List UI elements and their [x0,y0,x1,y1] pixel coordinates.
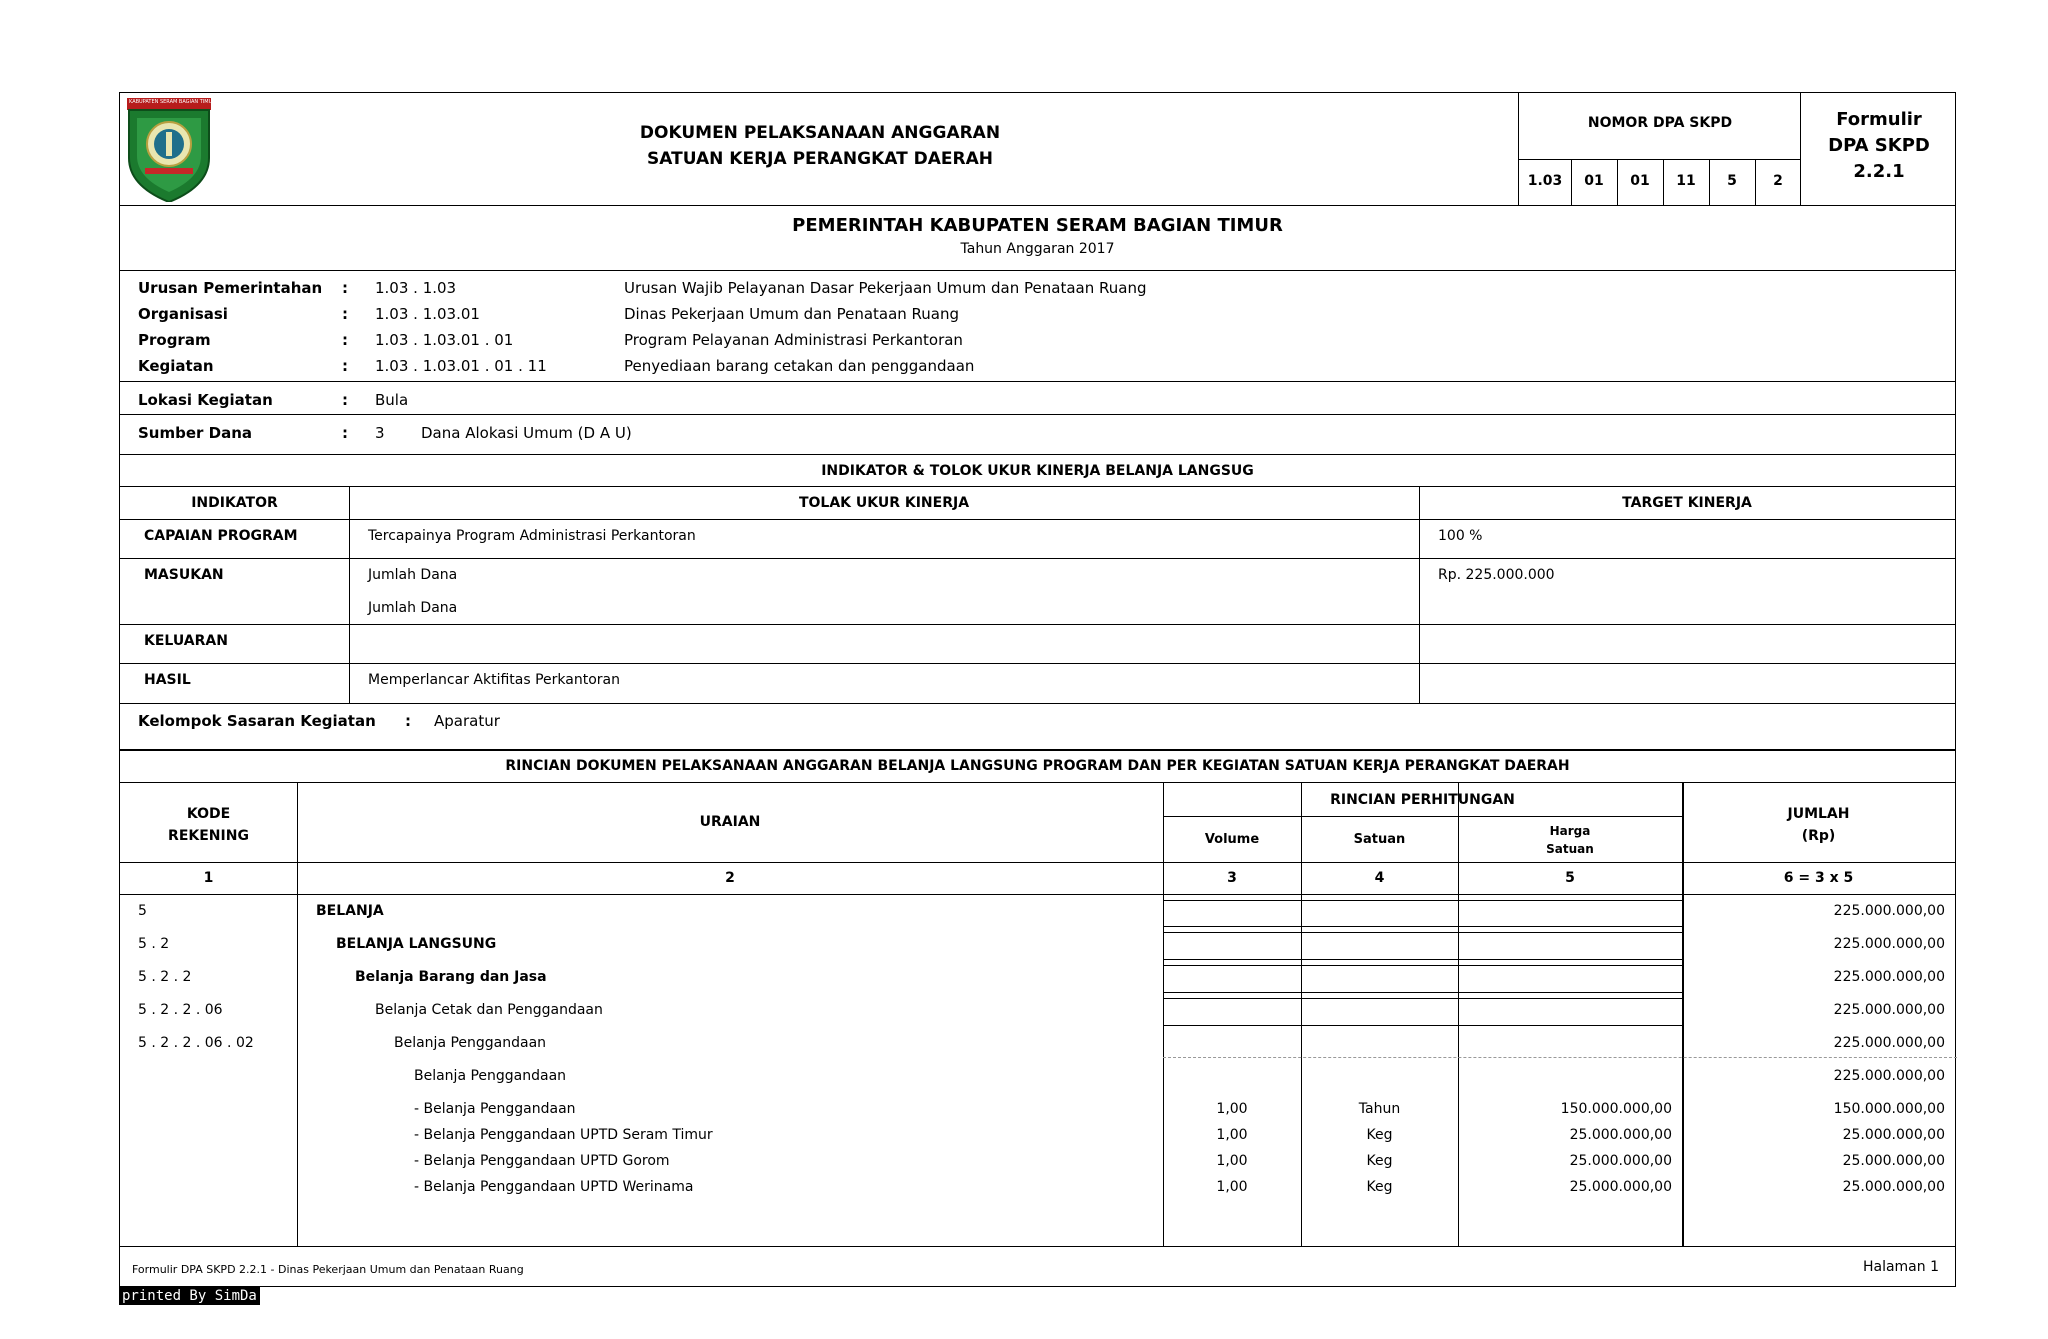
info-colon: : [342,331,348,349]
info-code: 1.03 . 1.03.01 . 01 [375,331,514,349]
sumber-code: 3 [375,424,385,442]
indikator-col-header: INDIKATOR [191,495,278,511]
nomor-code-5: 5 [1727,173,1737,189]
row-kode: 5 [138,903,147,919]
indikator-target: 100 % [1438,528,1483,544]
col-num-6: 6 = 3 x 5 [1783,870,1854,886]
indikator-tolak: Tercapainya Program Administrasi Perkantoran [368,528,696,544]
nomor-code-3: 01 [1630,173,1650,189]
row-uraian: Belanja Penggandaan [394,1035,547,1051]
kelompok-value: Aparatur [434,712,500,730]
row-harga: 25.000.000,00 [1569,1153,1672,1169]
row-kode: 5 . 2 . 2 . 06 . 02 [138,1035,254,1051]
satuan-header: Satuan [1353,832,1406,847]
row-uraian: Belanja Cetak dan Penggandaan [375,1002,603,1018]
row-volume: 1,00 [1216,1127,1248,1143]
target-col-header: TARGET KINERJA [1622,495,1752,511]
header-section [120,93,1955,205]
row-jumlah: 25.000.000,00 [1842,1179,1945,1195]
indikator-title: INDIKATOR & TOLOK UKUR KINERJA BELANJA LANGSUG [821,463,1254,479]
pemerintah-title: PEMERINTAH KABUPATEN SERAM BAGIAN TIMUR [792,215,1283,236]
tolak-col-header: TOLAK UKUR KINERJA [798,495,970,511]
info-code: 1.03 . 1.03.01 [375,305,480,323]
sumber-colon: : [342,424,348,442]
col-num-3: 3 [1227,870,1237,886]
indikator-name: KELUARAN [144,633,228,649]
row-volume: 1,00 [1216,1179,1248,1195]
info-colon: : [342,357,348,375]
row-kode: 5 . 2 . 2 . 06 [138,1002,223,1018]
row-jumlah: 225.000.000,00 [1833,1035,1945,1051]
info-colon: : [342,279,348,297]
printed-by-stamp: printed By SimDa [119,1287,260,1305]
formulir-line3: 2.2.1 [1853,161,1905,182]
formulir-line2: DPA SKPD [1828,135,1930,156]
col-num-5: 5 [1565,870,1575,886]
row-uraian: Belanja Barang dan Jasa [355,969,547,985]
row-uraian: - Belanja Penggandaan UPTD Gorom [414,1153,670,1169]
row-volume: 1,00 [1216,1101,1248,1117]
col-num-2: 2 [725,870,735,886]
info-code: 1.03 . 1.03 [375,279,457,297]
info-label: Kegiatan [138,357,214,375]
row-uraian: - Belanja Penggandaan UPTD Werinama [414,1179,694,1195]
sumber-label: Sumber Dana [138,424,253,442]
indikator-name: MASUKAN [144,567,224,583]
row-kode: 5 . 2 . 2 [138,969,192,985]
tahun-anggaran: Tahun Anggaran 2017 [960,241,1115,257]
indikator-name: CAPAIAN PROGRAM [144,528,298,544]
indikator-tolak-2: Jumlah Dana [368,600,458,616]
row-jumlah: 150.000.000,00 [1833,1101,1945,1117]
info-label: Organisasi [138,305,228,323]
kelompok-colon: : [405,712,411,730]
rincian-table [120,782,1955,1246]
kode-header-1: KODE [186,806,231,822]
nomor-code-1: 1.03 [1527,173,1563,189]
nomor-code-2: 01 [1584,173,1604,189]
row-uraian: - Belanja Penggandaan UPTD Seram Timur [414,1127,713,1143]
footer-left: Formulir DPA SKPD 2.2.1 - Dinas Pekerjaan Umum dan Penataan Ruang [132,1263,524,1276]
row-jumlah: 25.000.000,00 [1842,1127,1945,1143]
nomor-code-6: 2 [1773,173,1783,189]
doc-title-line2: SATUAN KERJA PERANGKAT DAERAH [647,149,993,169]
lokasi-value: Bula [375,391,409,409]
info-code: 1.03 . 1.03.01 . 01 . 11 [375,357,547,375]
formulir-line1: Formulir [1836,109,1922,130]
row-jumlah: 25.000.000,00 [1842,1153,1945,1169]
kelompok-label: Kelompok Sasaran Kegiatan [138,712,376,730]
indikator-tolak: Memperlancar Aktifitas Perkantoran [368,672,620,688]
info-label: Urusan Pemerintahan [138,279,323,297]
logo-text: KABUPATEN SERAM BAGIAN TIMUR [129,99,216,105]
row-jumlah: 225.000.000,00 [1833,969,1945,985]
nomor-codes [1519,159,1801,205]
indikator-table [120,486,1955,703]
volume-header: Volume [1204,832,1260,847]
row-satuan: Keg [1366,1179,1393,1195]
row-jumlah: 225.000.000,00 [1833,1068,1945,1084]
row-harga: 25.000.000,00 [1569,1179,1672,1195]
indikator-tolak: Jumlah Dana [368,567,458,583]
nomor-dpa-label: NOMOR DPA SKPD [1587,115,1733,131]
harga-header-2: Satuan [1546,842,1594,856]
row-harga: 150.000.000,00 [1560,1101,1672,1117]
row-volume: 1,00 [1216,1153,1248,1169]
jumlah-header-2: (Rp) [1801,828,1836,844]
row-uraian: Belanja Penggandaan [414,1068,567,1084]
harga-header-1: Harga [1549,824,1591,838]
indikator-name: HASIL [144,672,191,688]
row-uraian: - Belanja Penggandaan [414,1101,576,1117]
row-jumlah: 225.000.000,00 [1833,903,1945,919]
info-desc: Urusan Wajib Pelayanan Dasar Pekerjaan Umum dan Penataan Ruang [624,279,1147,297]
jumlah-header-1: JUMLAH [1787,806,1850,822]
lokasi-label: Lokasi Kegiatan [138,391,273,409]
dpa-document [119,92,1956,1287]
uraian-header: URAIAN [699,814,761,830]
perhitungan-header: RINCIAN PERHITUNGAN [1330,792,1515,808]
info-desc: Penyediaan barang cetakan dan penggandaan [624,357,975,375]
indikator-target: Rp. 225.000.000 [1438,567,1555,583]
row-kode: 5 . 2 [138,936,170,952]
row-uraian: BELANJA LANGSUNG [336,936,497,952]
nomor-code-4: 11 [1676,173,1696,189]
info-desc: Program Pelayanan Administrasi Perkantoran [624,331,963,349]
rincian-title: RINCIAN DOKUMEN PELAKSANAAN ANGGARAN BELANJA LANGSUNG PROGRAM DAN PER KEGIATAN SATUAN KERJA PERANGKAT DAERAH [505,758,1570,774]
row-jumlah: 225.000.000,00 [1833,936,1945,952]
row-satuan: Keg [1366,1153,1393,1169]
row-harga: 25.000.000,00 [1569,1127,1672,1143]
info-colon: : [342,305,348,323]
row-satuan: Keg [1366,1127,1393,1143]
kode-header-2: REKENING [168,828,249,844]
info-desc: Dinas Pekerjaan Umum dan Penataan Ruang [624,305,960,323]
nomor-dpa-box [1518,93,1801,205]
doc-title-line1: DOKUMEN PELAKSANAAN ANGGARAN [639,123,1001,143]
lokasi-colon: : [342,391,348,409]
row-uraian: BELANJA [316,903,384,919]
row-satuan: Tahun [1358,1101,1401,1117]
row-jumlah: 225.000.000,00 [1833,1002,1945,1018]
sumber-value: Dana Alokasi Umum (D A U) [421,424,632,442]
footer-page: Halaman 1 [1862,1259,1939,1275]
col-num-1: 1 [203,870,214,886]
info-label: Program [138,331,211,349]
col-num-4: 4 [1374,870,1385,886]
